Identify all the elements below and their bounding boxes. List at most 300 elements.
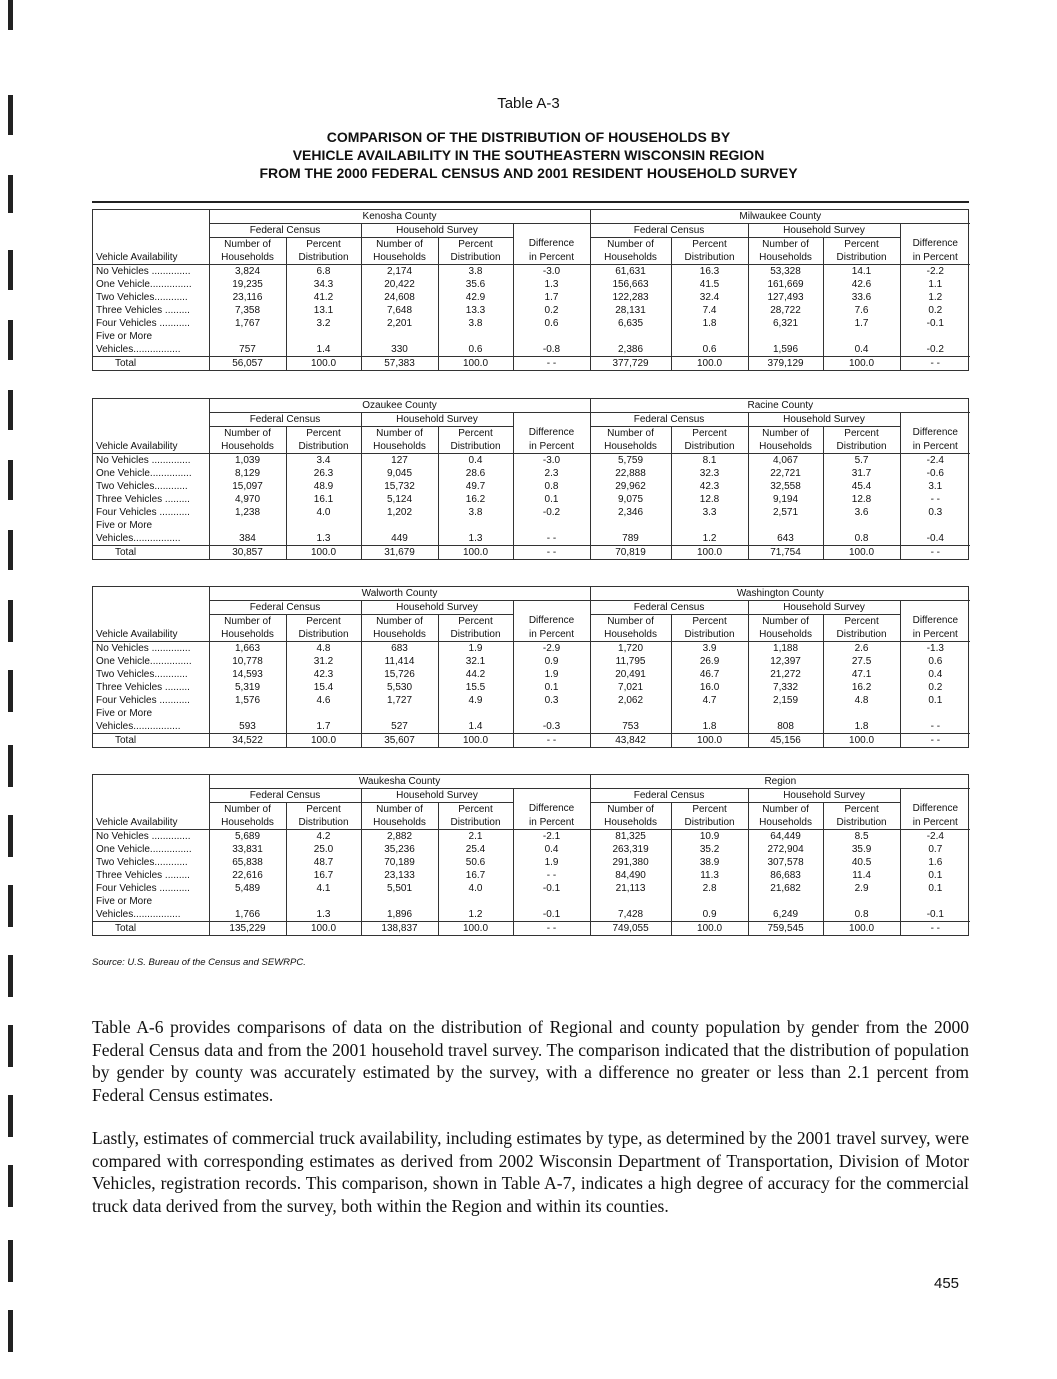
table-row (93, 291, 970, 304)
table-cell: 3.9 (671, 642, 748, 656)
table-cell: 10.9 (671, 830, 748, 844)
table-cell: 1,766 (209, 908, 286, 922)
vehicle-availability-header: Vehicle Availability (93, 251, 209, 265)
table-cell: 48.7 (286, 856, 361, 869)
column-header: Percent (438, 803, 513, 817)
column-header: Number of (209, 427, 286, 441)
column-header: Difference (900, 615, 970, 629)
column-header: Households (361, 816, 438, 830)
table-title-line: VEHICLE AVAILABILITY IN THE SOUTHEASTERN WISCONSIN REGION (292, 147, 765, 163)
table-cell: 1,720 (590, 642, 671, 656)
table-cell: 1.2 (671, 532, 748, 546)
row-label: Three Vehicles ......... (96, 493, 190, 505)
column-header: Number of (590, 427, 671, 441)
table-cell: -0.1 (900, 908, 970, 922)
column-header: Distribution (286, 440, 361, 454)
binding-mark (8, 815, 13, 857)
table-cell: 1.3 (438, 532, 513, 546)
column-header: Number of (748, 615, 823, 629)
column-header: Number of (361, 427, 438, 441)
column-header-row (93, 816, 970, 830)
source-header-row (93, 601, 970, 615)
table-cell: 7,358 (209, 304, 286, 317)
table-cell: 9,075 (590, 493, 671, 506)
table-cell: 0.4 (513, 843, 590, 856)
table-cell: 0.3 (513, 694, 590, 707)
column-header: Percent (823, 615, 900, 629)
table-cell: 21,272 (748, 668, 823, 681)
table-cell: 100.0 (286, 357, 361, 371)
table-cell: 100.0 (671, 922, 748, 936)
table-title-line: FROM THE 2000 FEDERAL CENSUS AND 2001 RESIDENT HOUSEHOLD SURVEY (259, 165, 798, 181)
table-cell: 2.8 (671, 882, 748, 895)
table-cell: 156,663 (590, 278, 671, 291)
binding-mark (8, 885, 13, 927)
table-cell: 7,021 (590, 681, 671, 694)
table-cell: - - (513, 357, 590, 371)
table-cell: 9,045 (361, 467, 438, 480)
row-label: One Vehicle............... (96, 467, 192, 479)
row-label: Vehicles................. (93, 532, 209, 546)
table-cell: 50.6 (438, 856, 513, 869)
table-row (93, 467, 970, 480)
column-header: Households (748, 251, 823, 265)
table-cell: 40.5 (823, 856, 900, 869)
table-cell: 0.7 (900, 843, 970, 856)
table-cell: 1.3 (286, 532, 361, 546)
table-cell: 749,055 (590, 922, 671, 936)
table-cell: 1.8 (823, 720, 900, 734)
table-cell: 2,346 (590, 506, 671, 519)
row-label: Two Vehicles............ (96, 668, 188, 680)
table-cell: 1.4 (438, 720, 513, 734)
table-cell: 31.7 (823, 467, 900, 480)
table-cell: -2.1 (513, 830, 590, 844)
column-header-row (93, 803, 970, 817)
table-cell: 0.8 (513, 480, 590, 493)
body-paragraph: Lastly, estimates of commercial truck availability, including estimates by type, as determined by the 2001 travel survey, were compared with corresponding estimates as derived from 2002 Wisconsin Department of Transportation, Division of Motor Vehicles, registration records. This comparison, shown in Table A-7, indicates a high degree of accuracy for the commercial truck data derived from the survey, both within the Region and within its counties. (92, 1128, 969, 1216)
county-table (93, 210, 970, 370)
table-row (93, 304, 970, 317)
table-cell: 7.6 (823, 304, 900, 317)
table-cell: 33.6 (823, 291, 900, 304)
table-cell: 0.9 (513, 655, 590, 668)
table-cell: 0.1 (900, 694, 970, 707)
table-cell: 643 (748, 532, 823, 546)
table-cell: 377,729 (590, 357, 671, 371)
table-cell: 22,721 (748, 467, 823, 480)
column-header: Percent (438, 238, 513, 252)
table-cell: 15.5 (438, 681, 513, 694)
table-cell: 13.1 (286, 304, 361, 317)
household-survey-header: Household Survey (748, 224, 900, 238)
table-cell: 100.0 (671, 546, 748, 560)
column-header: in Percent (513, 440, 590, 454)
total-row (93, 922, 970, 936)
table-cell: 1,896 (361, 908, 438, 922)
table-row (93, 278, 970, 291)
table-cell: 8,129 (209, 467, 286, 480)
column-header: Difference (513, 803, 590, 817)
table-cell: 32.3 (671, 467, 748, 480)
county-table-panel (92, 586, 969, 748)
table-cell: 263,319 (590, 843, 671, 856)
column-header: in Percent (513, 251, 590, 265)
area-header-row (93, 587, 970, 601)
table-cell: -2.9 (513, 642, 590, 656)
table-cell: 1,188 (748, 642, 823, 656)
source-note: Source: U.S. Bureau of the Census and SEWRPC. (92, 957, 306, 968)
row-label: One Vehicle............... (96, 655, 192, 667)
table-cell: 757 (209, 343, 286, 357)
column-header: Percent (823, 427, 900, 441)
table-cell: 1,767 (209, 317, 286, 330)
table-cell: - - (900, 357, 970, 371)
table-cell: 15.4 (286, 681, 361, 694)
table-cell: 13.3 (438, 304, 513, 317)
table-cell: 29,962 (590, 480, 671, 493)
table-row (93, 655, 970, 668)
column-header: Percent (671, 803, 748, 817)
table-cell: 527 (361, 720, 438, 734)
column-header: Distribution (286, 816, 361, 830)
table-cell: 15,097 (209, 480, 286, 493)
column-header: Percent (286, 803, 361, 817)
table-cell: 1.4 (286, 343, 361, 357)
table-cell: 26.9 (671, 655, 748, 668)
table-cell: - - (513, 734, 590, 748)
table-cell: 81,325 (590, 830, 671, 844)
column-header: Distribution (671, 440, 748, 454)
table-cell: 0.9 (671, 908, 748, 922)
county-table-panel (92, 398, 969, 560)
table-cell: 47.1 (823, 668, 900, 681)
table-cell: 35,236 (361, 843, 438, 856)
column-header: in Percent (900, 440, 970, 454)
table-cell: 1,238 (209, 506, 286, 519)
table-row (93, 343, 970, 357)
table-cell: 16.7 (438, 869, 513, 882)
table-cell: 16.2 (438, 493, 513, 506)
column-header: Distribution (823, 816, 900, 830)
column-header: Households (209, 628, 286, 642)
table-cell: 759,545 (748, 922, 823, 936)
table-cell: 43,842 (590, 734, 671, 748)
total-row (93, 734, 970, 748)
table-cell: 8.5 (823, 830, 900, 844)
row-label: Vehicles................. (93, 908, 209, 922)
table-cell: 3.8 (438, 506, 513, 519)
column-header: Households (748, 816, 823, 830)
table-cell: - - (513, 546, 590, 560)
table-cell: 46.7 (671, 668, 748, 681)
column-header: Households (361, 251, 438, 265)
row-label: Total (93, 546, 209, 560)
table-cell: 2,386 (590, 343, 671, 357)
table-cell: 32,558 (748, 480, 823, 493)
table-cell: 789 (590, 532, 671, 546)
table-cell: 71,754 (748, 546, 823, 560)
table-cell: 0.6 (513, 317, 590, 330)
column-header: Distribution (671, 628, 748, 642)
column-header: Households (361, 628, 438, 642)
table-cell: 0.1 (900, 882, 970, 895)
row-label: Two Vehicles............ (96, 291, 188, 303)
table-cell: 57,383 (361, 357, 438, 371)
table-cell: 0.4 (900, 668, 970, 681)
column-header: Households (209, 440, 286, 454)
table-cell: 3.8 (438, 265, 513, 279)
table-cell: 1.8 (671, 720, 748, 734)
column-header-row (93, 251, 970, 265)
table-top-rule (92, 201, 969, 203)
table-cell: 6,321 (748, 317, 823, 330)
column-header: Households (590, 440, 671, 454)
body-paragraph: Table A-6 provides comparisons of data on the distribution of Regional and county population by gender from the 2000 Federal Census data and from the 2001 household travel survey. The comparison indicated that the distribution of population by gender by county was accurately estimated by the survey, with a difference no greater or less than 2.1 percent from Federal Census estimates. (92, 1017, 969, 1105)
table-cell: - - (513, 532, 590, 546)
table-cell: 30,857 (209, 546, 286, 560)
table-cell: 127,493 (748, 291, 823, 304)
table-cell: 5,689 (209, 830, 286, 844)
table-cell: 28,131 (590, 304, 671, 317)
table-cell: 28,722 (748, 304, 823, 317)
table-cell: 16.1 (286, 493, 361, 506)
table-cell: 16.2 (823, 681, 900, 694)
column-header: Number of (590, 803, 671, 817)
column-header: Number of (361, 615, 438, 629)
column-header: Percent (286, 427, 361, 441)
table-cell: 0.2 (513, 304, 590, 317)
table-row (93, 317, 970, 330)
row-label: Three Vehicles ......... (96, 681, 190, 693)
table-cell: 23,116 (209, 291, 286, 304)
column-header: Percent (671, 615, 748, 629)
table-cell: 100.0 (438, 357, 513, 371)
table-cell: 16.7 (286, 869, 361, 882)
column-header: Number of (590, 615, 671, 629)
row-label: Two Vehicles............ (96, 480, 188, 492)
table-cell: - - (513, 922, 590, 936)
table-cell: 31.2 (286, 655, 361, 668)
table-cell: 100.0 (823, 546, 900, 560)
table-cell: 48.9 (286, 480, 361, 493)
area-name: Washington County (590, 587, 970, 601)
table-cell: 1.3 (286, 908, 361, 922)
table-cell: 4.0 (438, 882, 513, 895)
table-cell: - - (900, 493, 970, 506)
table-cell: 0.8 (823, 908, 900, 922)
table-row (93, 720, 970, 734)
table-row (93, 532, 970, 546)
table-cell: 5,759 (590, 454, 671, 468)
binding-mark (8, 1310, 13, 1352)
table-cell: 20,491 (590, 668, 671, 681)
table-cell: -1.3 (900, 642, 970, 656)
table-cell: 24,608 (361, 291, 438, 304)
table-cell: 2,159 (748, 694, 823, 707)
table-cell: 35,607 (361, 734, 438, 748)
binding-mark (8, 1025, 13, 1067)
table-cell: 7,428 (590, 908, 671, 922)
table-cell: 7.4 (671, 304, 748, 317)
table-cell: 41.2 (286, 291, 361, 304)
federal-census-header: Federal Census (209, 224, 361, 238)
household-survey-header: Household Survey (361, 413, 513, 427)
table-cell: 0.6 (438, 343, 513, 357)
table-cell: 45,156 (748, 734, 823, 748)
table-cell: -2.4 (900, 454, 970, 468)
table-row (93, 668, 970, 681)
binding-mark (8, 600, 13, 642)
table-cell: 4.7 (671, 694, 748, 707)
table-cell: 31,679 (361, 546, 438, 560)
row-label: No Vehicles .............. (96, 642, 191, 654)
table-cell: 593 (209, 720, 286, 734)
table-cell: 100.0 (438, 546, 513, 560)
table-cell: 330 (361, 343, 438, 357)
binding-mark (8, 955, 13, 997)
table-cell: 1.1 (900, 278, 970, 291)
table-cell: 7,648 (361, 304, 438, 317)
table-cell: 307,578 (748, 856, 823, 869)
column-header: Number of (209, 803, 286, 817)
table-cell: 12.8 (671, 493, 748, 506)
table-cell: 27.5 (823, 655, 900, 668)
column-header: in Percent (900, 628, 970, 642)
table-cell: 0.1 (513, 681, 590, 694)
table-cell: 1,576 (209, 694, 286, 707)
table-cell: 2.3 (513, 467, 590, 480)
table-cell: 127 (361, 454, 438, 468)
column-header: Number of (748, 427, 823, 441)
area-name: Ozaukee County (209, 399, 590, 413)
federal-census-header: Federal Census (209, 413, 361, 427)
table-cell: 65,838 (209, 856, 286, 869)
table-cell: 100.0 (823, 922, 900, 936)
table-cell: 3.4 (286, 454, 361, 468)
table-cell: - - (900, 734, 970, 748)
binding-mark (8, 390, 13, 430)
table-cell: 34.3 (286, 278, 361, 291)
table-cell: 100.0 (671, 734, 748, 748)
table-cell: 1.9 (513, 856, 590, 869)
table-cell: 84,490 (590, 869, 671, 882)
column-header: Households (590, 251, 671, 265)
table-title-line: COMPARISON OF THE DISTRIBUTION OF HOUSEHOLDS BY (326, 129, 731, 145)
binding-mark (8, 530, 13, 570)
vehicle-availability-header: Vehicle Availability (93, 628, 209, 642)
table-cell: 1.9 (513, 668, 590, 681)
federal-census-header: Federal Census (209, 789, 361, 803)
binding-mark (8, 0, 13, 30)
table-cell: 2.9 (823, 882, 900, 895)
table-cell: 161,669 (748, 278, 823, 291)
table-cell: -0.2 (900, 343, 970, 357)
table-cell: 11,414 (361, 655, 438, 668)
table-cell: 49.7 (438, 480, 513, 493)
household-survey-header: Household Survey (748, 413, 900, 427)
column-header: Distribution (286, 628, 361, 642)
column-header: Households (209, 251, 286, 265)
table-cell: - - (900, 720, 970, 734)
table-cell: 2,201 (361, 317, 438, 330)
table-cell: -0.2 (513, 506, 590, 519)
table-cell: 2,174 (361, 265, 438, 279)
area-name: Racine County (590, 399, 970, 413)
table-cell: 45.4 (823, 480, 900, 493)
row-label: One Vehicle............... (96, 843, 192, 855)
column-header: Distribution (438, 816, 513, 830)
county-table-panel (92, 774, 969, 936)
table-cell: 100.0 (286, 546, 361, 560)
federal-census-header: Federal Census (590, 413, 748, 427)
column-header: Distribution (438, 628, 513, 642)
column-header: Percent (286, 615, 361, 629)
table-cell: 70,189 (361, 856, 438, 869)
table-cell: 5,489 (209, 882, 286, 895)
total-row (93, 546, 970, 560)
table-cell: 32.4 (671, 291, 748, 304)
table-cell: 5,124 (361, 493, 438, 506)
column-header-row (93, 628, 970, 642)
row-label: Four Vehicles ........... (96, 882, 190, 894)
table-cell: 7,332 (748, 681, 823, 694)
table-cell: 53,328 (748, 265, 823, 279)
table-cell: 4,067 (748, 454, 823, 468)
table-cell: 1.6 (900, 856, 970, 869)
table-cell: 384 (209, 532, 286, 546)
binding-mark (8, 1165, 13, 1207)
table-cell: 100.0 (286, 922, 361, 936)
column-header: Percent (823, 238, 900, 252)
federal-census-header: Federal Census (209, 601, 361, 615)
table-cell: -0.1 (513, 882, 590, 895)
table-cell: 379,129 (748, 357, 823, 371)
total-row (93, 357, 970, 371)
table-cell: 25.4 (438, 843, 513, 856)
table-cell: 808 (748, 720, 823, 734)
table-cell: 8.1 (671, 454, 748, 468)
table-cell: 449 (361, 532, 438, 546)
table-cell: 100.0 (438, 734, 513, 748)
vehicle-availability-header: Vehicle Availability (93, 440, 209, 454)
table-cell: 1.9 (438, 642, 513, 656)
table-cell: 4.2 (286, 830, 361, 844)
table-cell: 28.6 (438, 467, 513, 480)
row-label: Five or More (96, 707, 153, 719)
table-cell: 291,380 (590, 856, 671, 869)
column-header: Percent (438, 427, 513, 441)
binding-mark (8, 460, 13, 500)
column-header: Number of (361, 803, 438, 817)
table-cell: 4.8 (823, 694, 900, 707)
binding-mark (8, 670, 13, 712)
area-header-row (93, 399, 970, 413)
table-cell: 3,824 (209, 265, 286, 279)
table-cell: 15,732 (361, 480, 438, 493)
table-row (93, 882, 970, 895)
column-header: in Percent (513, 628, 590, 642)
table-cell: 6,635 (590, 317, 671, 330)
table-cell: 1,596 (748, 343, 823, 357)
row-label: Vehicles................. (93, 720, 209, 734)
table-cell: -3.0 (513, 265, 590, 279)
column-header: in Percent (900, 816, 970, 830)
county-table (93, 587, 970, 747)
table-cell: 1.8 (671, 317, 748, 330)
column-header: Number of (748, 803, 823, 817)
table-cell: -2.4 (900, 830, 970, 844)
